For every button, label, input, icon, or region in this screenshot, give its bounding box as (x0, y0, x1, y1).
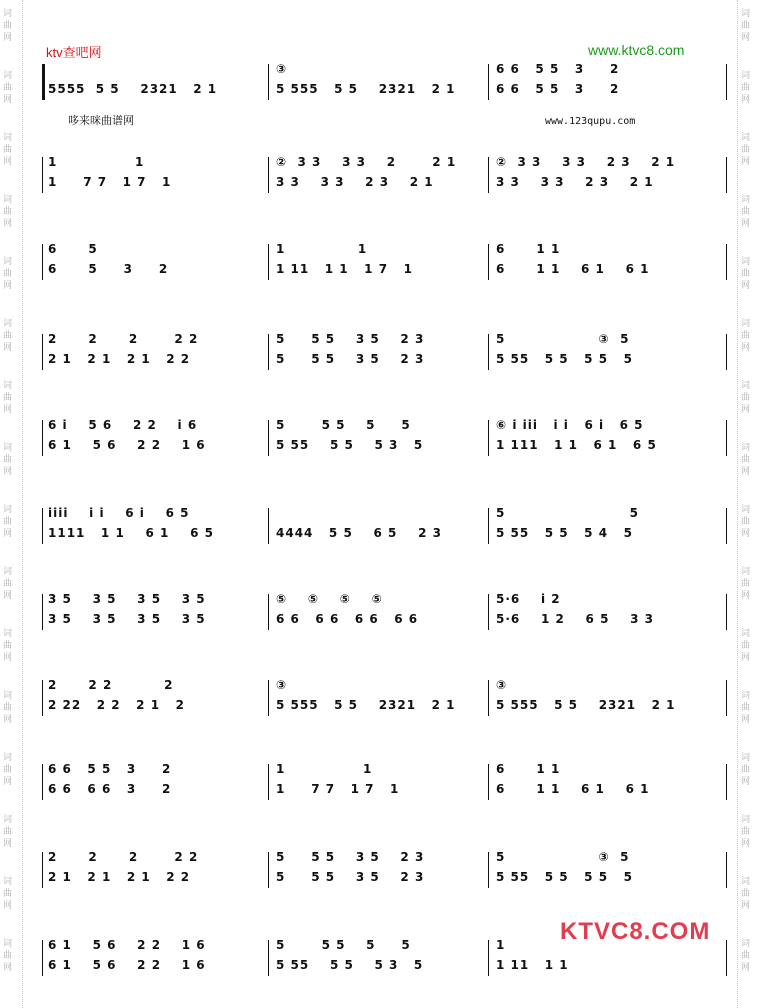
barline (488, 157, 489, 193)
measure-upper-voice: iiii i i 6 i 6 5 (48, 506, 190, 520)
barline (488, 508, 489, 544)
score-system (40, 752, 730, 814)
score-system (40, 840, 730, 902)
barline (268, 594, 269, 630)
measure-upper-voice: ③ (496, 678, 508, 692)
barline (488, 764, 489, 800)
measure-upper-voice: 1 1 (276, 242, 368, 256)
measure-upper-voice: 5 5 5 5 5 (276, 418, 411, 432)
side-watermark-mark: 词曲网 (3, 753, 13, 787)
barline (42, 420, 43, 456)
side-watermark-mark: 词曲网 (3, 133, 13, 167)
barline (42, 157, 43, 193)
measure-upper-voice: ⑥ i iii i i 6 i 6 5 (496, 418, 644, 432)
side-watermark-mark: 词曲网 (3, 629, 13, 663)
measure-lower-voice: 6 5 3 2 (48, 262, 169, 276)
measure-upper-voice: 6 1 5 6 2 2 1 6 (48, 938, 206, 952)
side-watermark-mark: 词曲网 (3, 505, 13, 539)
side-watermark-mark: 词曲网 (741, 877, 751, 911)
side-watermark-mark: 词曲网 (3, 257, 13, 291)
measure-upper-voice: 6 6 5 5 3 2 (496, 62, 620, 76)
side-watermark-mark: 词曲网 (741, 381, 751, 415)
barline (268, 940, 269, 976)
site-name-left: 哆来咪曲谱网 (68, 115, 134, 127)
measure-lower-voice: 5 55 5 5 5 3 5 (276, 958, 424, 972)
barline (488, 64, 489, 100)
measure-lower-voice: 5555 5 5 2321 2 1 (48, 82, 218, 96)
barline (726, 64, 727, 100)
barline (42, 64, 45, 100)
barline (726, 508, 727, 544)
left-margin-strip (0, 0, 23, 1008)
barline (726, 157, 727, 193)
side-watermark-mark: 词曲网 (741, 629, 751, 663)
barline (268, 334, 269, 370)
barline (268, 508, 269, 544)
side-watermark-mark: 词曲网 (3, 567, 13, 601)
measure-upper-voice: 6 6 5 5 3 2 (48, 762, 172, 776)
measure-upper-voice: 1 1 (276, 762, 373, 776)
barline (488, 594, 489, 630)
measure-upper-voice: 3 5 3 5 3 5 3 5 (48, 592, 206, 606)
side-watermark-mark: 词曲网 (3, 939, 13, 973)
barline (42, 508, 43, 544)
measure-lower-voice: 5 555 5 5 2321 2 1 (276, 698, 456, 712)
side-watermark-mark: 词曲网 (741, 9, 751, 43)
measure-lower-voice: 5 5 5 3 5 2 3 (276, 352, 425, 366)
measure-upper-voice: 5 ③ 5 (496, 332, 630, 346)
measure-lower-voice: 1 111 1 1 6 1 6 5 (496, 438, 657, 452)
barline (488, 244, 489, 280)
barline (726, 940, 727, 976)
score-system (40, 52, 730, 114)
measure-lower-voice: 6 1 1 6 1 6 1 (496, 782, 650, 796)
measure-lower-voice: 1 7 7 1 7 1 (48, 175, 172, 189)
side-watermark-mark: 词曲网 (741, 319, 751, 353)
score-system (40, 928, 730, 990)
measure-upper-voice: 2 2 2 2 2 (48, 850, 199, 864)
side-watermark-mark: 词曲网 (3, 815, 13, 849)
measure-upper-voice: ⑤ ⑤ ⑤ ⑤ (276, 592, 383, 606)
barline (726, 680, 727, 716)
measure-upper-voice: 5·6 i 2 (496, 592, 561, 606)
measure-upper-voice: 6 1 1 (496, 242, 561, 256)
right-margin-strip (737, 0, 760, 1008)
measure-lower-voice: 6 1 5 6 2 2 1 6 (48, 438, 206, 452)
side-watermark-mark: 词曲网 (741, 133, 751, 167)
score-system (40, 582, 730, 644)
measure-upper-voice: ② 3 3 3 3 2 3 2 1 (496, 155, 676, 169)
measure-lower-voice: 5·6 1 2 6 5 3 3 (496, 612, 655, 626)
barline (726, 594, 727, 630)
measure-lower-voice: 2 1 2 1 2 1 2 2 (48, 352, 191, 366)
side-watermark-mark: 词曲网 (741, 939, 751, 973)
barline (726, 334, 727, 370)
measure-upper-voice: 2 2 2 2 2 (48, 332, 199, 346)
side-watermark-mark: 词曲网 (741, 691, 751, 725)
score-system (40, 668, 730, 730)
measure-upper-voice: 5 ③ 5 (496, 850, 630, 864)
side-watermark-mark: 词曲网 (741, 567, 751, 601)
measure-upper-voice: 1 (496, 938, 506, 952)
measure-upper-voice: ③ (276, 62, 288, 76)
measure-lower-voice: 3 3 3 3 2 3 2 1 (496, 175, 654, 189)
measure-upper-voice: 6 5 (48, 242, 98, 256)
score-system (40, 145, 730, 207)
barline (726, 852, 727, 888)
side-watermark-mark: 词曲网 (741, 195, 751, 229)
barline (268, 764, 269, 800)
measure-upper-voice: ② 3 3 3 3 2 2 1 (276, 155, 457, 169)
measure-lower-voice: 2 22 2 2 2 1 2 (48, 698, 185, 712)
score-system (40, 496, 730, 558)
measure-upper-voice: ③ (276, 678, 288, 692)
barline (42, 680, 43, 716)
measure-lower-voice: 6 1 1 6 1 6 1 (496, 262, 650, 276)
measure-lower-voice: 5 5 5 3 5 2 3 (276, 870, 425, 884)
barline (488, 852, 489, 888)
barline (268, 680, 269, 716)
measure-lower-voice: 5 55 5 5 5 3 5 (276, 438, 424, 452)
site-url-right: www.123qupu.com (545, 116, 636, 127)
measure-upper-voice: 5 5 5 3 5 2 3 (276, 850, 425, 864)
barline (488, 420, 489, 456)
measure-upper-voice: 5 5 5 5 5 (276, 938, 411, 952)
measure-upper-voice: 1 1 (48, 155, 145, 169)
barline (42, 334, 43, 370)
side-watermark-mark: 词曲网 (3, 691, 13, 725)
score-system (40, 408, 730, 470)
side-watermark-mark: 词曲网 (3, 877, 13, 911)
watermark-top-right: www.ktvc8.com (588, 42, 685, 58)
measure-lower-voice: 3 5 3 5 3 5 3 5 (48, 612, 206, 626)
score-system (40, 322, 730, 384)
watermark-top-left: ktv查吧网 (46, 45, 102, 60)
measure-lower-voice: 5 55 5 5 5 5 5 (496, 352, 633, 366)
barline (42, 244, 43, 280)
measure-lower-voice: 5 555 5 5 2321 2 1 (496, 698, 676, 712)
side-watermark-mark: 词曲网 (3, 319, 13, 353)
side-watermark-mark: 词曲网 (741, 505, 751, 539)
side-watermark-mark: 词曲网 (3, 381, 13, 415)
barline (488, 680, 489, 716)
barline (726, 764, 727, 800)
barline (268, 852, 269, 888)
barline (488, 940, 489, 976)
measure-lower-voice: 4444 5 5 6 5 2 3 (276, 526, 442, 540)
measure-lower-voice: 2 1 2 1 2 1 2 2 (48, 870, 191, 884)
barline (42, 940, 43, 976)
measure-lower-voice: 6 6 6 6 6 6 6 6 (276, 612, 419, 626)
measure-upper-voice: 5 5 5 3 5 2 3 (276, 332, 425, 346)
side-watermark-mark: 词曲网 (741, 443, 751, 477)
barline (42, 764, 43, 800)
score-system (40, 232, 730, 294)
measure-lower-voice: 5 555 5 5 2321 2 1 (276, 82, 456, 96)
side-watermark-mark: 词曲网 (3, 443, 13, 477)
barline (42, 852, 43, 888)
side-watermark-mark: 词曲网 (3, 71, 13, 105)
measure-lower-voice: 1 11 1 1 (496, 958, 569, 972)
measure-upper-voice: 6 i 5 6 2 2 i 6 (48, 418, 198, 432)
measure-upper-voice: 5 5 (496, 506, 639, 520)
barline (726, 420, 727, 456)
side-watermark-mark: 词曲网 (3, 195, 13, 229)
measure-lower-voice: 6 6 5 5 3 2 (496, 82, 620, 96)
watermark-bottom-right-logo: KTVC8.COM (560, 918, 711, 945)
side-watermark-mark: 词曲网 (741, 753, 751, 787)
measure-upper-voice: 6 1 1 (496, 762, 561, 776)
barline (268, 157, 269, 193)
measure-lower-voice: 1 7 7 1 7 1 (276, 782, 400, 796)
side-watermark-mark: 词曲网 (741, 257, 751, 291)
barline (268, 420, 269, 456)
measure-lower-voice: 5 55 5 5 5 4 5 (496, 526, 633, 540)
measure-lower-voice: 5 55 5 5 5 5 5 (496, 870, 633, 884)
measure-lower-voice: 1111 1 1 6 1 6 5 (48, 526, 214, 540)
side-watermark-mark: 词曲网 (741, 71, 751, 105)
barline (488, 334, 489, 370)
barline (268, 64, 269, 100)
measure-lower-voice: 1 11 1 1 1 7 1 (276, 262, 413, 276)
side-watermark-mark: 词曲网 (3, 9, 13, 43)
measure-lower-voice: 6 6 6 6 3 2 (48, 782, 172, 796)
side-watermark-mark: 词曲网 (741, 815, 751, 849)
barline (268, 244, 269, 280)
measure-lower-voice: 3 3 3 3 2 3 2 1 (276, 175, 434, 189)
measure-upper-voice: 2 2 2 2 (48, 678, 174, 692)
barline (42, 594, 43, 630)
measure-lower-voice: 6 1 5 6 2 2 1 6 (48, 958, 206, 972)
barline (726, 244, 727, 280)
